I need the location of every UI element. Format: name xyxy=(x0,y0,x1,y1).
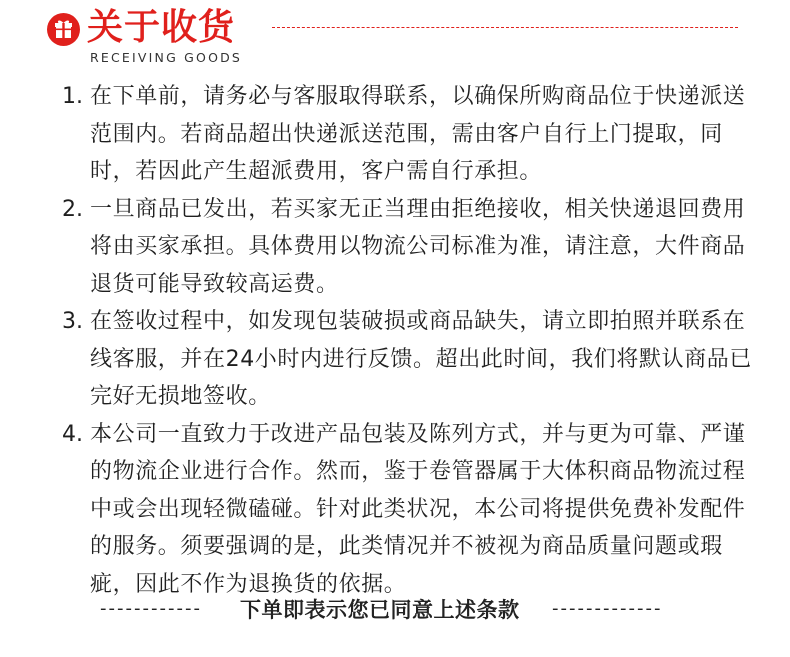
gift-box-icon xyxy=(47,13,80,46)
term-item-2 xyxy=(62,191,752,304)
term-number: 1. xyxy=(62,84,83,109)
term-text: 在下单前，请务必与客服取得联系，以确保所购商品位于快递派送范围内。若商品超出快递派送范围，需由客户自行上门提取，同时，若因此产生超派费用，客户需自行承担。 xyxy=(90,84,746,184)
term-text: 一旦商品已发出，若买家无正当理由拒绝接收，相关快递退回费用将由买家承担。具体费用以物流公司标准为准，请注意，大件商品退货可能导致较高运费。 xyxy=(90,196,746,297)
term-number: 2. xyxy=(62,196,83,222)
term-item-1 xyxy=(62,78,752,191)
header-divider xyxy=(272,27,738,28)
page-subtitle: RECEIVING GOODS xyxy=(90,50,243,65)
terms-list xyxy=(62,78,752,603)
term-text: 在签收过程中，如发现包装破损或商品缺失，请立即拍照并联系在线客服，并在24小时内进行反馈。超出此时间，我们将默认商品已完好无损地签收。 xyxy=(90,309,752,409)
term-text: 本公司一直致力于改进产品包装及陈列方式，并与更为可靠、严谨的物流企业进行合作。然而，鉴于卷管器属于大体积商品物流过程中或会出现轻微磕碰。针对此类状况，本公司将提供免费补发配件的服务。须要强调的是，此类情况并不被视为商品质量问题或瑕疵，因此不作为退换货的依据。 xyxy=(90,421,746,597)
term-item-4 xyxy=(62,416,752,604)
footer-dashes-right: ------------- xyxy=(552,598,663,619)
term-item-3 xyxy=(62,303,752,416)
term-number: 3. xyxy=(62,309,83,334)
footer-dashes-left: ------------ xyxy=(100,598,202,619)
agreement-footer xyxy=(0,590,790,630)
section-header xyxy=(0,0,790,80)
page-title: 关于收货 xyxy=(87,7,236,48)
agreement-notice: 下单即表示您已同意上述条款 xyxy=(240,598,520,622)
term-number: 4. xyxy=(62,421,83,447)
